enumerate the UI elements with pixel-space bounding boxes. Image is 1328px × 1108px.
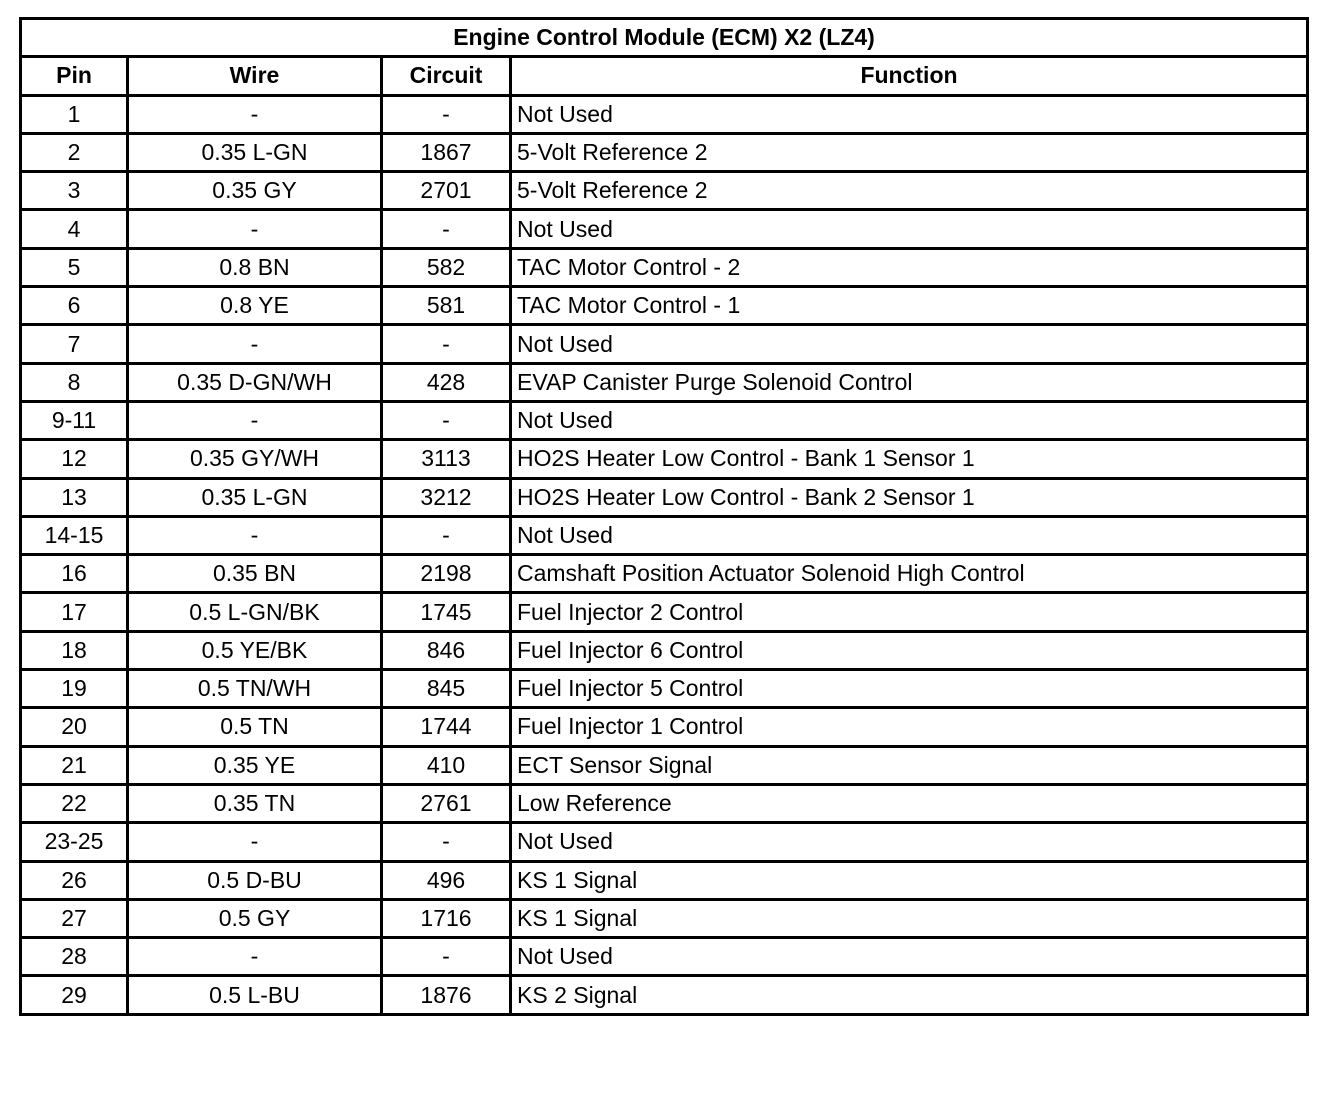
table-row bbox=[21, 593, 1308, 631]
wire-cell: 0.35 TN bbox=[128, 784, 382, 822]
table-row bbox=[21, 133, 1308, 171]
pin-cell: 4 bbox=[21, 210, 128, 248]
table-row bbox=[21, 899, 1308, 937]
circuit-cell: - bbox=[382, 95, 511, 133]
table-row bbox=[21, 555, 1308, 593]
wire-cell: 0.8 YE bbox=[128, 287, 382, 325]
wire-cell: 0.35 BN bbox=[128, 555, 382, 593]
circuit-cell: 3113 bbox=[382, 440, 511, 478]
function-cell: Not Used bbox=[511, 516, 1308, 554]
circuit-cell: - bbox=[382, 823, 511, 861]
table-row bbox=[21, 631, 1308, 669]
table-row bbox=[21, 287, 1308, 325]
pin-cell: 1 bbox=[21, 95, 128, 133]
function-cell: ECT Sensor Signal bbox=[511, 746, 1308, 784]
table-row bbox=[21, 784, 1308, 822]
circuit-cell: 581 bbox=[382, 287, 511, 325]
function-cell: Not Used bbox=[511, 210, 1308, 248]
circuit-cell: 2198 bbox=[382, 555, 511, 593]
circuit-cell: 1867 bbox=[382, 133, 511, 171]
table-row bbox=[21, 401, 1308, 439]
header-function: Function bbox=[511, 57, 1308, 95]
wire-cell: 0.5 L-GN/BK bbox=[128, 593, 382, 631]
pin-cell: 18 bbox=[21, 631, 128, 669]
function-cell: EVAP Canister Purge Solenoid Control bbox=[511, 363, 1308, 401]
circuit-cell: - bbox=[382, 325, 511, 363]
header-row bbox=[21, 57, 1308, 95]
pin-cell: 3 bbox=[21, 172, 128, 210]
header-circuit: Circuit bbox=[382, 57, 511, 95]
pin-cell: 22 bbox=[21, 784, 128, 822]
wire-cell: - bbox=[128, 401, 382, 439]
table-row bbox=[21, 976, 1308, 1014]
circuit-cell: - bbox=[382, 401, 511, 439]
circuit-cell: 582 bbox=[382, 248, 511, 286]
pin-cell: 2 bbox=[21, 133, 128, 171]
wire-cell: 0.5 L-BU bbox=[128, 976, 382, 1014]
wire-cell: - bbox=[128, 938, 382, 976]
circuit-cell: 428 bbox=[382, 363, 511, 401]
circuit-cell: 496 bbox=[382, 861, 511, 899]
wire-cell: - bbox=[128, 95, 382, 133]
circuit-cell: 2761 bbox=[382, 784, 511, 822]
circuit-cell: 1744 bbox=[382, 708, 511, 746]
function-cell: TAC Motor Control - 1 bbox=[511, 287, 1308, 325]
function-cell: KS 2 Signal bbox=[511, 976, 1308, 1014]
table-row bbox=[21, 95, 1308, 133]
wire-cell: 0.5 YE/BK bbox=[128, 631, 382, 669]
wire-cell: 0.5 TN/WH bbox=[128, 670, 382, 708]
pin-cell: 5 bbox=[21, 248, 128, 286]
circuit-cell: - bbox=[382, 938, 511, 976]
table-row bbox=[21, 325, 1308, 363]
table-row bbox=[21, 823, 1308, 861]
function-cell: Fuel Injector 2 Control bbox=[511, 593, 1308, 631]
table-row bbox=[21, 861, 1308, 899]
function-cell: Not Used bbox=[511, 325, 1308, 363]
wire-cell: 0.8 BN bbox=[128, 248, 382, 286]
circuit-cell: 1716 bbox=[382, 899, 511, 937]
wire-cell: - bbox=[128, 325, 382, 363]
pinout-table bbox=[19, 17, 1309, 1016]
pin-cell: 6 bbox=[21, 287, 128, 325]
table-row bbox=[21, 670, 1308, 708]
wire-cell: - bbox=[128, 210, 382, 248]
table-row bbox=[21, 478, 1308, 516]
wire-cell: 0.5 D-BU bbox=[128, 861, 382, 899]
table-row bbox=[21, 440, 1308, 478]
pin-cell: 9-11 bbox=[21, 401, 128, 439]
wire-cell: 0.5 GY bbox=[128, 899, 382, 937]
wire-cell: - bbox=[128, 516, 382, 554]
pin-cell: 17 bbox=[21, 593, 128, 631]
pin-cell: 8 bbox=[21, 363, 128, 401]
pin-cell: 23-25 bbox=[21, 823, 128, 861]
title-row bbox=[21, 19, 1308, 57]
function-cell: Fuel Injector 5 Control bbox=[511, 670, 1308, 708]
function-cell: Low Reference bbox=[511, 784, 1308, 822]
function-cell: Fuel Injector 1 Control bbox=[511, 708, 1308, 746]
function-cell: Not Used bbox=[511, 401, 1308, 439]
table-row bbox=[21, 708, 1308, 746]
circuit-cell: - bbox=[382, 210, 511, 248]
function-cell: Not Used bbox=[511, 938, 1308, 976]
function-cell: 5-Volt Reference 2 bbox=[511, 172, 1308, 210]
circuit-cell: 410 bbox=[382, 746, 511, 784]
function-cell: TAC Motor Control - 2 bbox=[511, 248, 1308, 286]
table-row bbox=[21, 172, 1308, 210]
wire-cell: - bbox=[128, 823, 382, 861]
table-row bbox=[21, 746, 1308, 784]
function-cell: HO2S Heater Low Control - Bank 1 Sensor 1 bbox=[511, 440, 1308, 478]
wire-cell: 0.35 GY bbox=[128, 172, 382, 210]
circuit-cell: 845 bbox=[382, 670, 511, 708]
wire-cell: 0.5 TN bbox=[128, 708, 382, 746]
circuit-cell: 1745 bbox=[382, 593, 511, 631]
circuit-cell: 846 bbox=[382, 631, 511, 669]
wire-cell: 0.35 L-GN bbox=[128, 478, 382, 516]
table-body bbox=[21, 95, 1308, 1014]
header-pin: Pin bbox=[21, 57, 128, 95]
pin-cell: 7 bbox=[21, 325, 128, 363]
function-cell: Not Used bbox=[511, 95, 1308, 133]
table-row bbox=[21, 938, 1308, 976]
pin-cell: 29 bbox=[21, 976, 128, 1014]
circuit-cell: - bbox=[382, 516, 511, 554]
pin-cell: 16 bbox=[21, 555, 128, 593]
header-wire: Wire bbox=[128, 57, 382, 95]
circuit-cell: 1876 bbox=[382, 976, 511, 1014]
function-cell: KS 1 Signal bbox=[511, 861, 1308, 899]
pin-cell: 20 bbox=[21, 708, 128, 746]
function-cell: 5-Volt Reference 2 bbox=[511, 133, 1308, 171]
circuit-cell: 2701 bbox=[382, 172, 511, 210]
pin-cell: 26 bbox=[21, 861, 128, 899]
wire-cell: 0.35 GY/WH bbox=[128, 440, 382, 478]
pin-cell: 27 bbox=[21, 899, 128, 937]
wire-cell: 0.35 YE bbox=[128, 746, 382, 784]
function-cell: Not Used bbox=[511, 823, 1308, 861]
pin-cell: 13 bbox=[21, 478, 128, 516]
table-row bbox=[21, 210, 1308, 248]
wire-cell: 0.35 L-GN bbox=[128, 133, 382, 171]
pin-cell: 19 bbox=[21, 670, 128, 708]
table-row bbox=[21, 516, 1308, 554]
pin-cell: 28 bbox=[21, 938, 128, 976]
pin-cell: 12 bbox=[21, 440, 128, 478]
table-title: Engine Control Module (ECM) X2 (LZ4) bbox=[21, 19, 1308, 57]
function-cell: Camshaft Position Actuator Solenoid High Control bbox=[511, 555, 1308, 593]
function-cell: Fuel Injector 6 Control bbox=[511, 631, 1308, 669]
table-row bbox=[21, 248, 1308, 286]
function-cell: HO2S Heater Low Control - Bank 2 Sensor 1 bbox=[511, 478, 1308, 516]
wire-cell: 0.35 D-GN/WH bbox=[128, 363, 382, 401]
pin-cell: 21 bbox=[21, 746, 128, 784]
function-cell: KS 1 Signal bbox=[511, 899, 1308, 937]
table-row bbox=[21, 363, 1308, 401]
circuit-cell: 3212 bbox=[382, 478, 511, 516]
pin-cell: 14-15 bbox=[21, 516, 128, 554]
